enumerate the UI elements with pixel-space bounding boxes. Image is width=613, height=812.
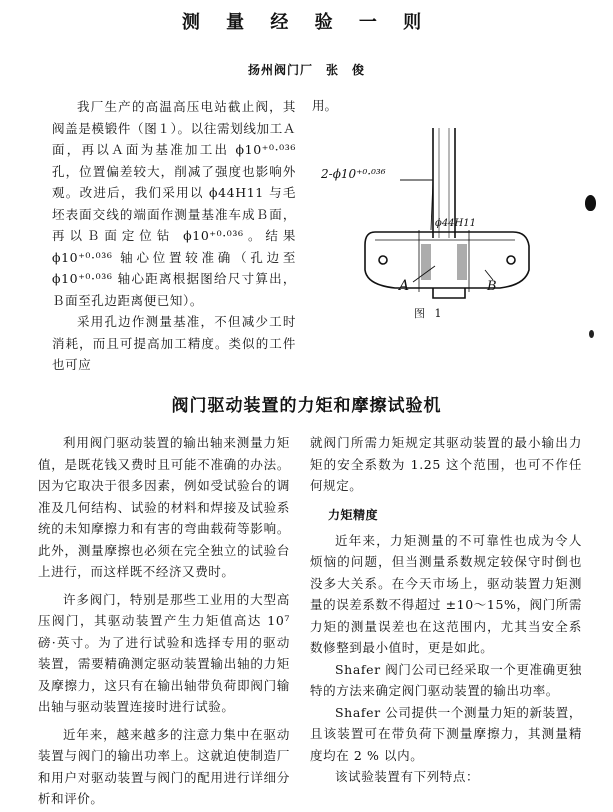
article2-right-paragraph-2: Shafer 阀门公司已经采取一个更准确更独特的方法来确定阀门驱动装置的输出功率。 [310,661,582,698]
ink-mark-small [589,330,594,338]
article1-title: 测 量 经 验 一 则 [181,12,432,33]
article2-right-paragraph-4: 该试验装置有下列特点： [335,769,480,784]
article1-author: 扬州阀门厂 张 俊 [247,63,365,77]
article1-paragraph-1: 我厂生产的高温高压电站截止阀，其阀盖是模锻件（图１）。以往需划线加工Ａ面，再以Ａ面为基准加工出 ϕ10⁺⁰·⁰³⁶ 孔，位置偏差较大，削减了强度也影响外观。改进后，我们采用以 ϕ44H11 与毛坯表面交线的端面作测量基准车成Ｂ面，再以Ｂ面定位钻 ϕ10⁺⁰·⁰³⁶。结果 ϕ10⁺⁰·⁰³⁶ 轴心位置较准确（孔边至 ϕ10⁺⁰·⁰³⁶ 轴心距离根据图给尺寸算出，Ｂ面至孔边距离便已知）。 [52,99,296,308]
article2-left-column [38,432,290,810]
article2-right-paragraph-3: Shafer 公司提供一个测量力矩的新装置，且该装置可在带负荷下测量摩擦力，其测量精度均在 2 % 以内。 [310,704,582,763]
article1-continuation: 用。 [312,98,338,113]
figure-label-b: B [487,279,497,294]
article2-left-paragraph-1: 利用阀门驱动装置的输出轴来测量力矩值，是既花钱又费时且可能不准确的办法。因为它取决于很多因素，例如受试验台的调准及几何结构、试验的材料和焊接及试验系统的未知摩擦力和有害的弯曲载荷等影响。此外，测量摩擦也必须在完全独立的试验台上进行，而这样既不经济又费时。 [38,435,290,579]
article2-right-intro: 就阀门所需力矩规定其驱动装置的最小输出力矩的安全系数为 1.25 这个范围，也可不作任何规定。 [310,435,582,493]
figure-1-drawing [315,120,585,330]
article1-body [52,96,296,376]
figure-label-a: A [399,278,410,294]
article2-left-paragraph-3: 近年来，越来越多的注意力集中在驱动装置与阀门的输出功率上。这就迫使制造厂和用户对驱动装置与阀门的配用进行详细分析和评价。 [38,726,290,806]
ink-mark [585,195,596,211]
article2-left-paragraph-2: 许多阀门，特别是那些工业用的大型高压阀门，其驱动装置产生力矩值高达 10⁷ 磅·英寸。为了进行试验和选择专用的驱动装置，需要精确测定驱动装置输出轴的力矩及摩擦力，这只有在输出轴带负荷即阀门输出轴与驱动装置连接时进行试验。 [38,591,290,714]
article2-title: 阀门驱动装置的力矩和摩擦试验机 [171,396,442,416]
figure-hole-label: 2-ϕ10⁺⁰·⁰³⁶ [321,167,386,181]
article1-paragraph-2: 采用孔边作测量基准，不但减少工时消耗，而且可提高加工精度。类似的工件也可应 [52,314,296,372]
article2-right-column [310,432,582,788]
figure-1-caption: 图 1 [414,307,445,320]
figure-bore-label: ϕ44H11 [435,218,476,229]
article2-subheading: 力矩精度 [328,507,379,522]
article2-right-paragraph-1: 近年来，力矩测量的不可靠性也成为令人烦恼的问题，但当测量系数规定较保守时倒也没多大关系。在今天市场上，驱动装置力矩测量的误差系数不得超过 ±10～15%，阀门所需力矩的测量误差也在这范围内，尤其当安全系数修整到最小值时，更是如此。 [310,532,582,655]
